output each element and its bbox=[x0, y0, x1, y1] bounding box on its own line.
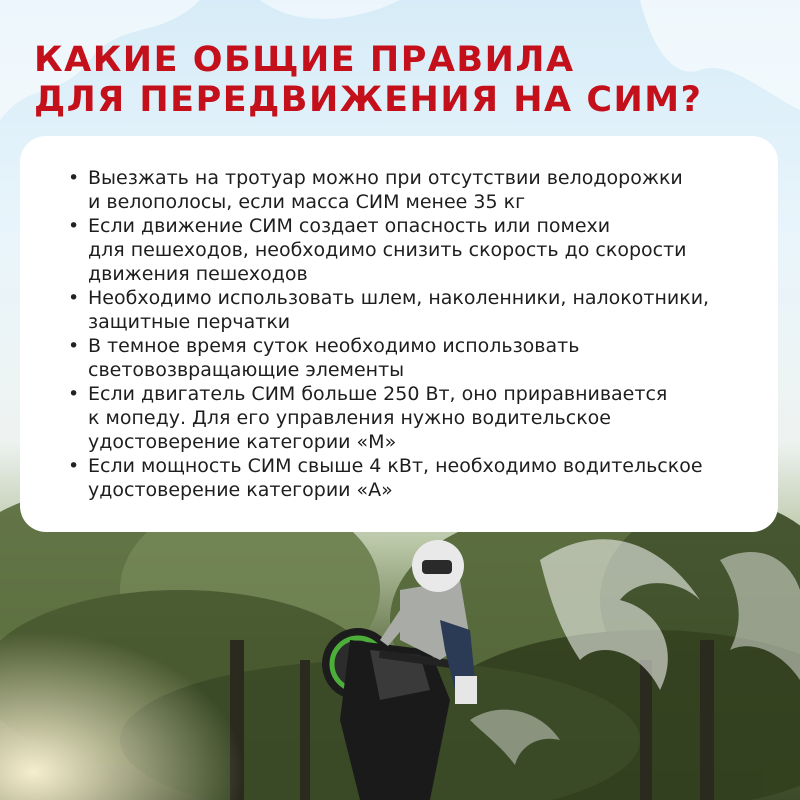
rule-line: удостоверение категории «М» bbox=[88, 431, 397, 453]
title-line: КАКИЕ ОБЩИЕ ПРАВИЛА bbox=[34, 40, 575, 80]
rule-line: В темное время суток необходимо использовать bbox=[88, 335, 580, 357]
rule-line: защитные перчатки bbox=[88, 311, 291, 333]
bullet-icon: • bbox=[68, 167, 80, 189]
rule-text bbox=[88, 454, 748, 502]
rule-line: удостоверение категории «А» bbox=[88, 479, 393, 501]
rule-text bbox=[88, 166, 748, 214]
rule-text bbox=[88, 214, 748, 286]
bullet-icon: • bbox=[68, 335, 80, 357]
rule-line: Необходимо использовать шлем, наколенники, налокотники, bbox=[88, 287, 710, 309]
rule-item bbox=[68, 166, 748, 214]
rule-item bbox=[68, 286, 748, 334]
title-line: ДЛЯ ПЕРЕДВИЖЕНИЯ НА СИМ? bbox=[34, 80, 703, 120]
rule-item bbox=[68, 214, 748, 286]
rules-card bbox=[20, 136, 778, 532]
rule-line: к мопеду. Для его управления нужно водительское bbox=[88, 407, 611, 429]
decor-swirl bbox=[260, 0, 400, 19]
rule-line: Выезжать на тротуар можно при отсутствии велодорожки bbox=[88, 167, 683, 189]
rule-item bbox=[68, 454, 748, 502]
rule-line: и велополосы, если масса СИМ менее 35 кг bbox=[88, 191, 526, 213]
rule-line: для пешеходов, необходимо снизить скорость до скорости bbox=[88, 239, 687, 261]
rule-text bbox=[88, 382, 748, 454]
page-title bbox=[34, 40, 702, 120]
bullet-icon: • bbox=[68, 287, 80, 309]
rule-line: движения пешеходов bbox=[88, 263, 308, 285]
bullet-icon: • bbox=[68, 215, 80, 237]
rule-text bbox=[88, 286, 748, 334]
bullet-icon: • bbox=[68, 455, 80, 477]
rule-text bbox=[88, 334, 748, 382]
rules-list bbox=[68, 166, 748, 502]
rule-line: световозвращающие элементы bbox=[88, 359, 405, 381]
rule-line: Если двигатель СИМ больше 250 Вт, оно приравнивается bbox=[88, 383, 668, 405]
bullet-icon: • bbox=[68, 383, 80, 405]
rule-line: Если мощность СИМ свыше 4 кВт, необходимо водительское bbox=[88, 455, 703, 477]
rule-line: Если движение СИМ создает опасность или помехи bbox=[88, 215, 611, 237]
rule-item bbox=[68, 382, 748, 454]
rule-item bbox=[68, 334, 748, 382]
